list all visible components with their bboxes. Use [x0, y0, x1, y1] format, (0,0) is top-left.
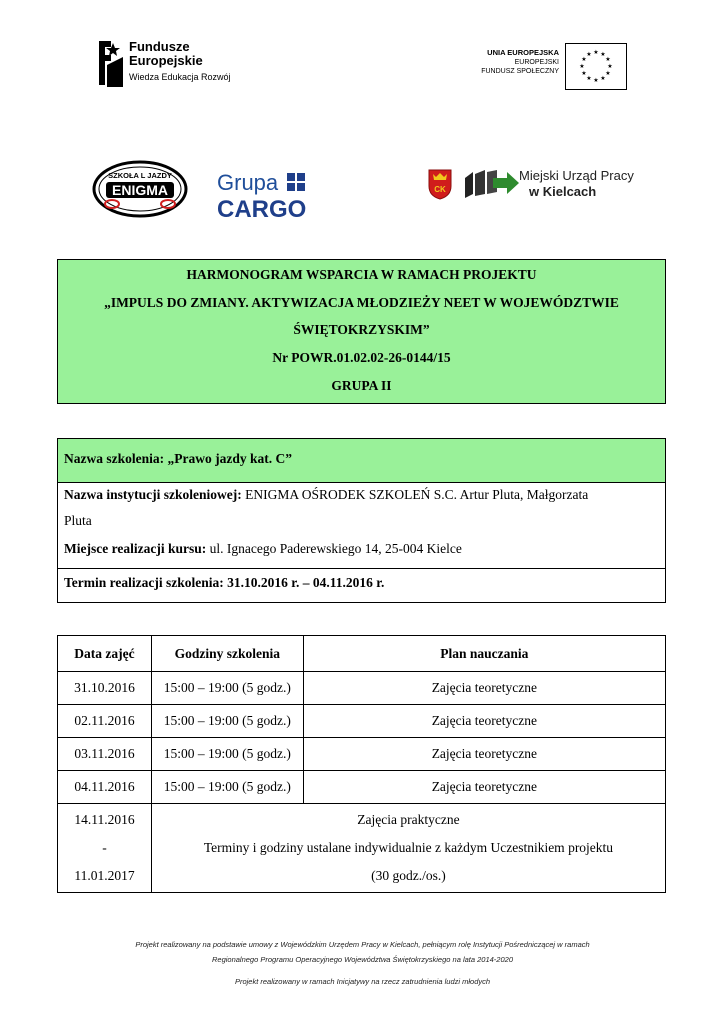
place-value: ul. Ignacego Paderewskiego 14, 25-004 Kielce	[206, 541, 462, 556]
date-dash: -	[102, 840, 107, 855]
mup-arrow-icon	[463, 166, 521, 202]
row-hours: 15:00 – 19:00 (5 godz.)	[151, 771, 303, 804]
svg-text:★: ★	[579, 63, 585, 70]
cargo-name-text: CARGO	[217, 196, 307, 223]
svg-text:★: ★	[593, 49, 599, 56]
group-label: GRUPA II	[331, 378, 392, 393]
unia-europejska-logo	[470, 43, 627, 90]
title-line-1: HARMONOGRAM WSPARCIA W RAMACH PROJEKTU	[186, 267, 537, 282]
enigma-logo	[92, 160, 188, 218]
practical-desc: Terminy i godziny ustalane indywidualnie z każdym Uczestnikiem projektu	[203, 840, 614, 855]
row-hours: 15:00 – 19:00 (5 godz.)	[151, 738, 303, 771]
row-date: 04.11.2016	[58, 771, 152, 804]
mup-kielce-logo	[463, 166, 633, 202]
schedule-table	[57, 635, 666, 893]
eu-flag-icon	[565, 43, 627, 90]
table-row	[58, 771, 666, 804]
row-date-range	[58, 804, 152, 893]
ue-title: UNIA EUROPEJSKA	[487, 48, 559, 57]
row-plan: Zajęcia teoretyczne	[303, 738, 665, 771]
info-divider	[58, 568, 665, 569]
date-from: 14.11.2016	[74, 812, 135, 827]
row-date: 31.10.2016	[58, 672, 152, 705]
row-hours: 15:00 – 19:00 (5 godz.)	[151, 672, 303, 705]
fe-subtitle: Wiedza Edukacja Rozwój	[129, 72, 231, 82]
schedule-header-row	[58, 636, 666, 672]
kielce-coat-of-arms-icon	[427, 168, 453, 200]
fe-star-icon	[97, 37, 125, 89]
practical-plan	[151, 804, 665, 893]
fundusze-europejskie-logo	[97, 37, 247, 89]
row-plan: Zajęcia teoretyczne	[303, 705, 665, 738]
training-name: Nazwa szkolenia: „Prawo jazdy kat. C”	[64, 451, 292, 466]
place-row	[64, 541, 659, 557]
svg-text:★: ★	[607, 63, 613, 70]
ue-line-2: EUROPEJSKI	[514, 59, 559, 66]
mup-line-2: w Kielcach	[529, 184, 597, 199]
practical-hours: (30 godz./os.)	[371, 868, 446, 883]
institution-value-cont: Pluta	[64, 513, 92, 528]
table-row-practical	[58, 804, 666, 893]
table-row	[58, 672, 666, 705]
row-plan: Zajęcia teoretyczne	[303, 771, 665, 804]
svg-text:★: ★	[605, 56, 611, 63]
svg-text:★: ★	[600, 75, 606, 82]
institution-row	[64, 487, 659, 503]
header-hours: Godziny szkolenia	[151, 636, 303, 672]
row-plan: Zajęcia teoretyczne	[303, 672, 665, 705]
svg-text:★: ★	[581, 56, 587, 63]
term-row: Termin realizacji szkolenia: 31.10.2016 r. – 04.11.2016 r.	[64, 575, 385, 590]
fe-title-1: Fundusze	[129, 39, 190, 54]
svg-text:★: ★	[593, 77, 599, 84]
enigma-main-text: ENIGMA	[112, 182, 168, 198]
row-hours: 15:00 – 19:00 (5 godz.)	[151, 705, 303, 738]
cargo-grupa-text: Grupa	[217, 170, 279, 195]
row-date: 03.11.2016	[58, 738, 152, 771]
header-plan: Plan nauczania	[303, 636, 665, 672]
footer-line-2: Regionalnego Programu Operacyjnego Województwa Świętokrzyskiego na lata 2014-2020	[211, 955, 513, 964]
institution-label: Nazwa instytucji szkoleniowej:	[64, 487, 242, 502]
svg-text:★: ★	[586, 51, 592, 58]
mup-line-1: Miejski Urząd Pracy	[519, 168, 634, 183]
place-label: Miejsce realizacji kursu:	[64, 541, 207, 556]
table-row	[58, 705, 666, 738]
svg-text:★: ★	[605, 70, 611, 77]
row-date: 02.11.2016	[58, 705, 152, 738]
training-name-row	[58, 439, 665, 483]
svg-text:★: ★	[581, 70, 587, 77]
ck-label: CK	[434, 185, 446, 194]
table-row	[58, 738, 666, 771]
project-number: Nr POWR.01.02.02-26-0144/15	[272, 350, 451, 365]
title-box	[57, 259, 666, 404]
institution-value: ENIGMA OŚRODEK SZKOLEŃ S.C. Artur Pluta, Małgorzata	[241, 487, 589, 502]
cargo-squares-icon	[286, 172, 306, 192]
practical-title: Zajęcia praktyczne	[357, 812, 460, 827]
ue-line-3: FUNDUSZ SPOŁECZNY	[481, 68, 559, 75]
grupa-cargo-logo	[217, 170, 402, 223]
title-line-2: „IMPULS DO ZMIANY. AKTYWIZACJA MŁODZIEŻY NEET W WOJEWÓDZTWIE	[104, 295, 619, 310]
date-to: 11.01.2017	[74, 868, 135, 883]
footer-line-3: Projekt realizowany w ramach Inicjatywy na rzecz zatrudnienia ludzi młodych	[234, 977, 491, 986]
fe-title-2: Europejskie	[129, 53, 203, 68]
enigma-top-text: SZKOŁA L JAZDY	[108, 171, 172, 180]
svg-text:★: ★	[600, 51, 606, 58]
header-date: Data zajęć	[58, 636, 152, 672]
svg-text:★: ★	[586, 75, 592, 82]
title-line-3: ŚWIĘTOKRZYSKIM”	[293, 322, 430, 337]
training-info-box	[57, 438, 666, 603]
footer-line-1: Projekt realizowany na podstawie umowy z Wojewódzkim Urzędem Pracy w Kielcach, pełniącym rolę Instytucji Pośredniczącej w ramach	[135, 940, 590, 949]
